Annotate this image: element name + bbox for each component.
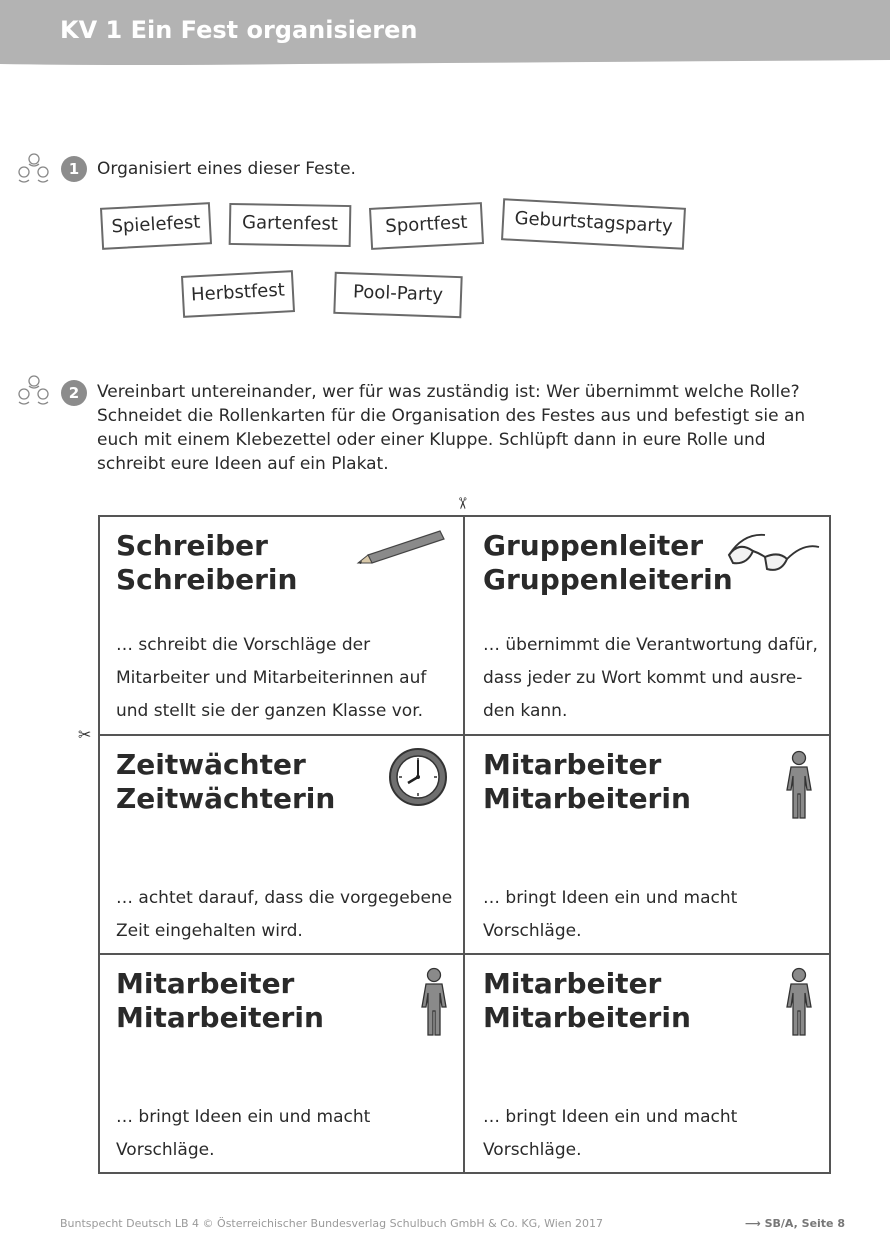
role-description: … bringt Ideen ein und macht Vorschläge. xyxy=(483,888,738,941)
role-title-male: Mitarbeiter xyxy=(483,967,662,1000)
clock-icon xyxy=(387,746,449,808)
role-title-male: Gruppenleiter xyxy=(483,529,704,562)
role-title-female: Schreiberin xyxy=(116,563,298,596)
footer-copyright: Buntspecht Deutsch LB 4 © Österreichischer Bundesverlag Schulbuch GmbH & Co. KG, Wien 2017 xyxy=(60,1217,604,1230)
role-title xyxy=(483,748,691,816)
festival-tag: Geburtstagsparty xyxy=(501,198,686,250)
role-card-team-member xyxy=(465,736,829,953)
role-title xyxy=(116,529,297,597)
role-title xyxy=(116,748,335,816)
person-icon xyxy=(781,967,817,1039)
festival-tag: Pool-Party xyxy=(333,272,462,318)
festival-tag: Sportfest xyxy=(369,202,484,250)
page-header xyxy=(0,0,890,70)
role-title xyxy=(116,967,324,1035)
page-title: KV 1 Ein Fest organisieren xyxy=(60,16,418,44)
festival-tag: Gartenfest xyxy=(229,203,352,247)
role-title xyxy=(483,967,691,1035)
role-card-group-leader xyxy=(465,517,829,734)
task-instruction: Organisiert eines dieser Feste. xyxy=(97,159,356,179)
festival-tag: Spielefest xyxy=(100,202,212,250)
task-instruction: Vereinbart untereinander, wer für was zuständig ist: Wer übernimmt welche Rolle? Schneidet die Rollenkarten für die Organisation des Festes aus und befestigt sie an euch mit einem Klebezettel oder einer Kluppe. Schlüpft dann in eure Rolle und schreibt eure Ideen auf ein Plakat. xyxy=(97,382,806,474)
role-description: … achtet darauf, dass die vorgegebene Zeit eingehalten wird. xyxy=(116,888,453,941)
role-title-female: Gruppenleiterin xyxy=(483,563,733,596)
role-description: … schreibt die Vorschläge der Mitarbeiter und Mitarbeiterinnen auf und stellt sie der ganzen Klasse vor. xyxy=(116,635,427,721)
festival-tag: Herbstfest xyxy=(181,270,295,318)
role-title xyxy=(483,529,733,597)
role-description: … bringt Ideen ein und macht Vorschläge. xyxy=(116,1107,371,1160)
scissors-icon: ✂ xyxy=(78,725,92,744)
role-card-team-member xyxy=(98,955,463,1172)
role-title-female: Zeitwächterin xyxy=(116,782,336,815)
role-card-team-member xyxy=(465,955,829,1172)
footer-page-reference: ⟶ SB/A, Seite 8 xyxy=(745,1217,846,1230)
pencil-icon xyxy=(356,527,450,567)
role-description: … übernimmt die Verantwortung dafür, dass jeder zu Wort kommt und ausre-den kann. xyxy=(483,635,818,721)
person-icon xyxy=(781,750,817,822)
group-work-icon xyxy=(16,374,52,408)
scissors-icon: ✂ xyxy=(453,496,473,511)
role-title-female: Mitarbeiterin xyxy=(116,1001,324,1034)
role-title-female: Mitarbeiterin xyxy=(483,1001,691,1034)
role-title-male: Zeitwächter xyxy=(116,748,306,781)
role-title-male: Mitarbeiter xyxy=(116,967,295,1000)
group-work-icon xyxy=(16,152,52,186)
person-icon xyxy=(416,967,452,1039)
role-card-writer xyxy=(98,517,463,734)
role-description: … bringt Ideen ein und macht Vorschläge. xyxy=(483,1107,738,1160)
role-title-female: Mitarbeiterin xyxy=(483,782,691,815)
task-number-badge: 2 xyxy=(61,380,87,406)
task-number-badge: 1 xyxy=(61,156,87,182)
role-title-male: Schreiber xyxy=(116,529,268,562)
role-card-timekeeper xyxy=(98,736,463,953)
role-title-male: Mitarbeiter xyxy=(483,748,662,781)
glasses-icon xyxy=(725,527,821,575)
